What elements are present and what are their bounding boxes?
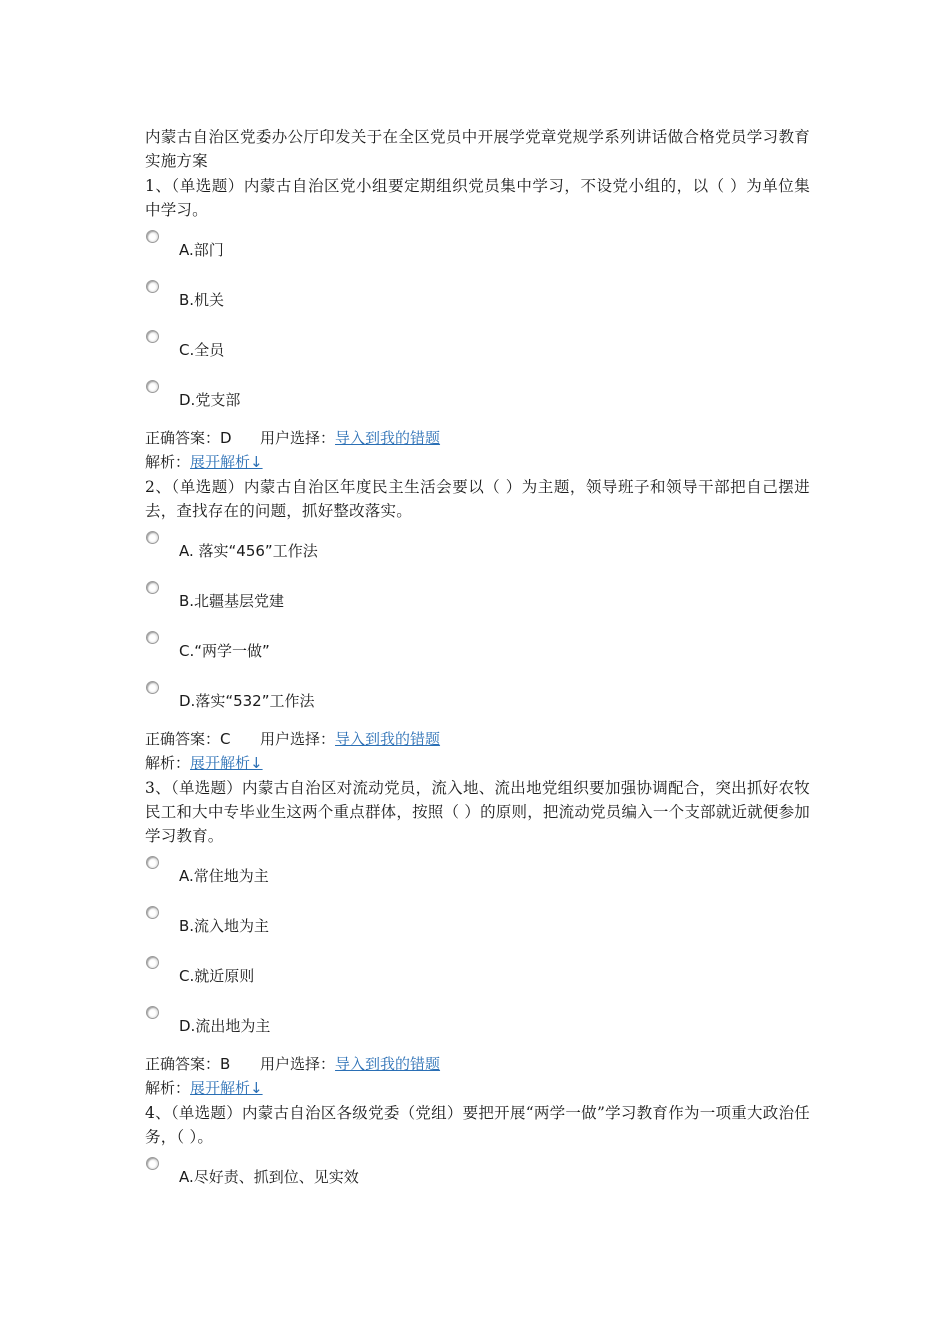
radio-button[interactable] [146, 1157, 159, 1170]
radio-button[interactable] [146, 906, 159, 919]
question-2 [145, 475, 810, 775]
option-c[interactable] [145, 326, 810, 376]
add-to-errors-link[interactable]: 导入到我的错题 [335, 1055, 441, 1073]
radio-button[interactable] [146, 631, 159, 644]
question-text: 3、（单选题）内蒙古自治区对流动党员，流入地、流出地党组织要加强协调配合，突出抓好农牧民工和大中专毕业生这两个重点群体，按照（ ）的原则，把流动党员编入一个支部就近就便参加学习教育。 [145, 779, 810, 845]
radio-button[interactable] [146, 1006, 159, 1019]
correct-answer-label: 正确答案： [145, 429, 221, 447]
option-label: A.部门 [179, 241, 224, 259]
option-list [145, 1153, 810, 1193]
option-d[interactable] [145, 376, 810, 426]
expand-analysis-link[interactable]: 展开解析↓ [190, 754, 263, 772]
option-label: C.就近原则 [179, 967, 255, 985]
analysis-label: 解析： [145, 1079, 191, 1097]
document-title: 内蒙古自治区党委办公厅印发关于在全区党员中开展学党章党规学系列讲话做合格党员学习教育实施方案 [145, 128, 810, 170]
correct-answer-value: C [220, 730, 231, 748]
question-3 [145, 776, 810, 1100]
question-text: 1、（单选题）内蒙古自治区党小组要定期组织党员集中学习，不设党小组的，以（ ）为单位集中学习。 [145, 177, 810, 219]
user-choice-label: 用户选择： [260, 730, 336, 748]
analysis-line [145, 1076, 810, 1100]
correct-answer-value: B [220, 1055, 231, 1073]
question-text: 4、（单选题）内蒙古自治区各级党委（党组）要把开展“两学一做”学习教育作为一项重大政治任务，（ ）。 [145, 1104, 810, 1146]
option-list [145, 852, 810, 1052]
correct-answer-label: 正确答案： [145, 1055, 221, 1073]
option-a[interactable] [145, 1153, 810, 1193]
option-a[interactable] [145, 527, 810, 577]
user-choice-label: 用户选择： [260, 1055, 336, 1073]
option-list [145, 226, 810, 426]
radio-button[interactable] [146, 956, 159, 969]
analysis-line [145, 751, 810, 775]
option-d[interactable] [145, 1002, 810, 1052]
option-label: B.机关 [179, 291, 225, 309]
option-list [145, 527, 810, 727]
radio-button[interactable] [146, 531, 159, 544]
answer-line [145, 426, 810, 450]
option-a[interactable] [145, 852, 810, 902]
question-1 [145, 174, 810, 474]
question-text: 2、（单选题）内蒙古自治区年度民主生活会要以（ ）为主题，领导班子和领导干部把自己摆进去，查找存在的问题，抓好整改落实。 [145, 478, 810, 520]
option-label: C.“两学一做” [179, 642, 270, 660]
option-c[interactable] [145, 627, 810, 677]
option-label: A.常住地为主 [179, 867, 269, 885]
radio-button[interactable] [146, 330, 159, 343]
expand-analysis-link[interactable]: 展开解析↓ [190, 1079, 263, 1097]
radio-button[interactable] [146, 380, 159, 393]
expand-analysis-link[interactable]: 展开解析↓ [190, 453, 263, 471]
user-choice-label: 用户选择： [260, 429, 336, 447]
radio-button[interactable] [146, 856, 159, 869]
option-label: D.党支部 [179, 391, 241, 409]
document-body [145, 125, 810, 1193]
add-to-errors-link[interactable]: 导入到我的错题 [335, 429, 441, 447]
option-label: D.流出地为主 [179, 1017, 271, 1035]
radio-button[interactable] [146, 280, 159, 293]
add-to-errors-link[interactable]: 导入到我的错题 [335, 730, 441, 748]
radio-button[interactable] [146, 581, 159, 594]
option-label: A.尽好责、抓到位、见实效 [179, 1168, 359, 1186]
analysis-label: 解析： [145, 453, 191, 471]
option-label: B.流入地为主 [179, 917, 270, 935]
radio-button[interactable] [146, 681, 159, 694]
correct-answer-value: D [220, 429, 232, 447]
correct-answer-label: 正确答案： [145, 730, 221, 748]
option-label: D.落实“532”工作法 [179, 692, 315, 710]
option-d[interactable] [145, 677, 810, 727]
answer-line [145, 1052, 810, 1076]
option-b[interactable] [145, 276, 810, 326]
analysis-line [145, 450, 810, 474]
answer-line [145, 727, 810, 751]
option-label: A. 落实“456”工作法 [179, 542, 318, 560]
question-4 [145, 1101, 810, 1193]
option-b[interactable] [145, 902, 810, 952]
radio-button[interactable] [146, 230, 159, 243]
option-a[interactable] [145, 226, 810, 276]
analysis-label: 解析： [145, 754, 191, 772]
option-label: B.北疆基层党建 [179, 592, 285, 610]
option-b[interactable] [145, 577, 810, 627]
option-label: C.全员 [179, 341, 225, 359]
option-c[interactable] [145, 952, 810, 1002]
